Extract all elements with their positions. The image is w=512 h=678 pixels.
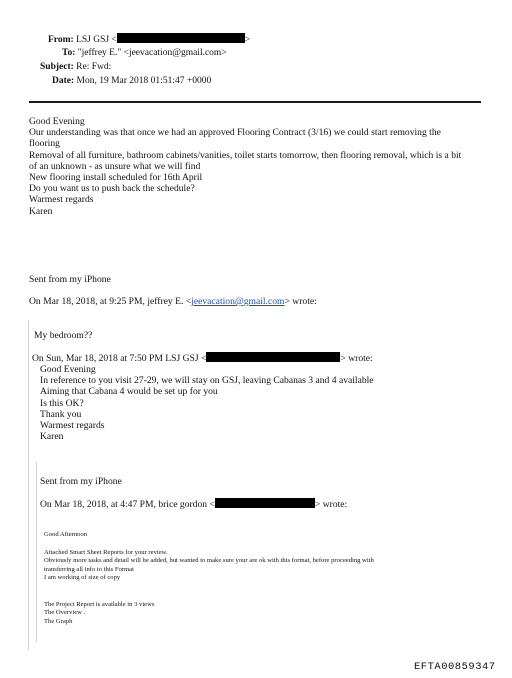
- message-line: of an unknown - as unsure what we will find: [29, 160, 201, 172]
- date-row: [52, 75, 211, 87]
- message-3-body: [44, 549, 374, 583]
- sent-from-iphone-1: Sent from my iPhone: [29, 274, 111, 285]
- to-value: "jeffrey E." <jeevacation@gmail.com>: [77, 48, 227, 58]
- quote-header-3: [40, 498, 347, 510]
- message-1-body: [29, 116, 461, 217]
- message-line: Aiming that Cabana 4 would be set up for you: [40, 386, 218, 398]
- quote-2-prefix: On Sun, Mar 18, 2018 at 7:50 PM LSJ GSJ <: [32, 353, 207, 364]
- header-divider: [29, 101, 481, 103]
- date-value: Mon, 19 Mar 2018 01:51:47 +0000: [76, 76, 212, 86]
- to-row: [62, 47, 227, 59]
- message-line: Thank you: [40, 408, 82, 420]
- quote-3-prefix: On Mar 18, 2018, at 4:47 PM, brice gordon <: [40, 499, 215, 510]
- sent-from-iphone-2: Sent from my iPhone: [40, 476, 122, 487]
- subject-label: Subject:: [40, 62, 74, 72]
- from-value: LSJ GSJ <: [76, 35, 117, 45]
- message-line: transferring all info to this Format: [44, 565, 134, 573]
- from-row: [48, 33, 250, 46]
- message-line: Removal of all furniture, bathroom cabinets/vanities, toilet starts tomorrow, then flooring removal, which is a bit: [29, 149, 462, 161]
- quote-1-prefix: On Mar 18, 2018, at 9:25 PM, jeffrey E. <: [29, 296, 192, 307]
- redaction-bar: [117, 33, 245, 43]
- message-line: In reference to you visit 27-29, we will stay on GSJ, leaving Cabanas 3 and 4 available: [40, 375, 374, 387]
- subject-row: [40, 61, 111, 73]
- quote-header-2: [32, 352, 373, 364]
- subject-value: Re: Fwd:: [76, 62, 112, 72]
- message-3-greeting: Good Afternoon: [44, 531, 88, 538]
- redaction-bar: [215, 498, 315, 508]
- message-line: Is this OK?: [40, 397, 84, 409]
- message-line: I am working of size of copy: [44, 574, 121, 582]
- message-line: Warmest regards: [29, 194, 94, 206]
- redaction-bar: [206, 352, 340, 362]
- message-line: The Project Report is available in 3 views: [44, 601, 155, 608]
- message-line: New flooring install scheduled for 16th April: [29, 172, 203, 184]
- email-link[interactable]: jeevacation@gmail.com: [191, 296, 285, 307]
- message-line: Karen: [29, 205, 53, 217]
- quote-border-nested: [36, 462, 37, 642]
- message-2-body: [40, 364, 374, 442]
- message-line: Attached Smart Sheet Reports for your review.: [44, 549, 168, 556]
- from-close: >: [244, 35, 251, 45]
- quote-header-1: [29, 296, 317, 307]
- quote-2-suffix: > wrote:: [340, 353, 373, 364]
- quote-border: [28, 320, 29, 650]
- message-line: Our understanding was that once we had an approved Flooring Contract (3/16) we could start removing the: [29, 127, 441, 139]
- to-label: To:: [62, 48, 76, 58]
- message-line: Do you want us to push back the schedule?: [29, 183, 195, 195]
- reply-jeffrey: My bedroom??: [34, 330, 93, 341]
- message-line: Obviously more tasks and detail will be added, but wanted to make sure your are ok with this format, before proceeding with: [44, 557, 374, 565]
- message-line: flooring: [29, 138, 60, 150]
- quote-3-suffix: > wrote:: [314, 499, 348, 510]
- message-line: Good Evening: [29, 116, 85, 127]
- message-line: The Graph: [44, 617, 73, 625]
- message-line: Warmest regards: [40, 420, 105, 432]
- document-id: EFTA00859347: [414, 661, 496, 673]
- date-label: Date:: [52, 76, 75, 86]
- message-line: The Overview .: [44, 609, 86, 617]
- message-line: Good Evening: [40, 364, 96, 375]
- message-line: Karen: [40, 431, 64, 443]
- from-label: From:: [48, 35, 74, 45]
- quote-1-suffix: > wrote:: [284, 296, 317, 307]
- message-3-views: [44, 601, 154, 626]
